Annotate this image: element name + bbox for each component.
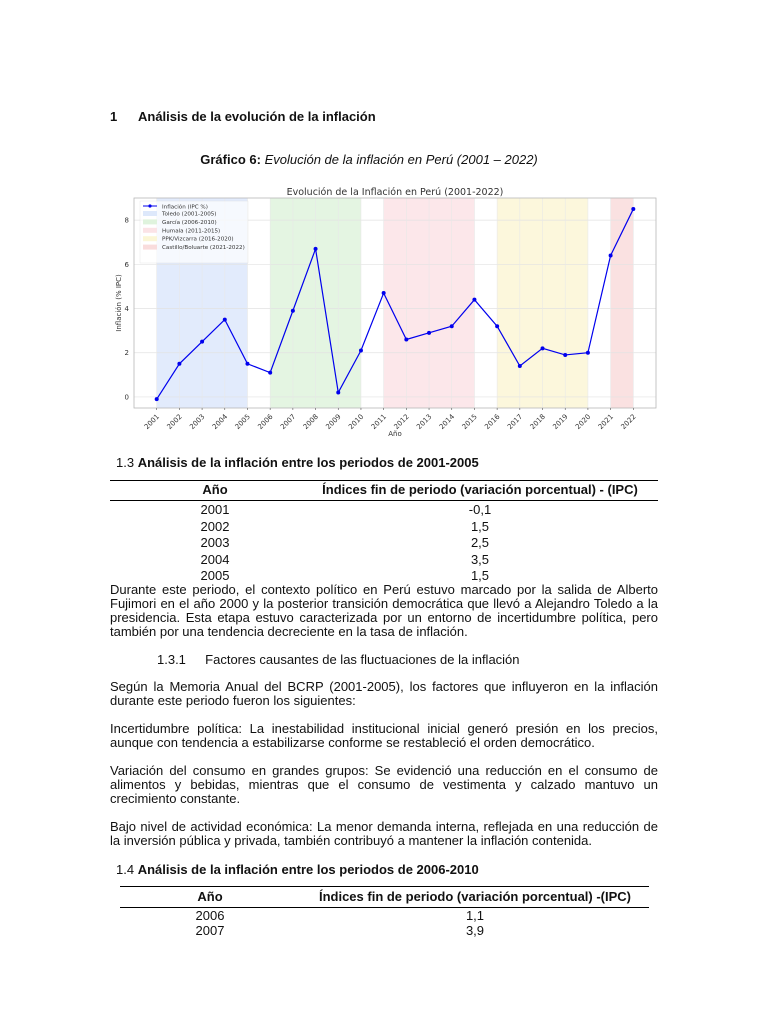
x-tick-label: 2019	[551, 412, 570, 432]
figure-caption	[0, 152, 738, 167]
table-row	[110, 551, 658, 568]
x-tick-label: 2007	[279, 412, 298, 432]
chart-title: Evolución de la Inflación en Perú (2001-2022)	[286, 187, 504, 198]
data-point	[609, 253, 613, 257]
y-tick-label: 2	[124, 349, 129, 358]
section-number: 1.4	[116, 862, 135, 877]
x-tick-label: 2016	[483, 412, 502, 432]
x-tick-label: 2008	[301, 412, 320, 432]
period-band	[611, 198, 634, 408]
data-point	[382, 291, 386, 295]
paragraph-variacion-consumo: Variación del consumo en grandes grupos: Se evidenció una reducción en el consumo de alimentos y bebidas, mientras que el consumo de vestimenta y calzado mantuvo un crecimiento constante.	[110, 763, 658, 806]
data-point	[518, 364, 522, 368]
legend-swatch	[143, 219, 157, 224]
legend-label: Castillo/Boluarte (2021-2022)	[162, 245, 245, 252]
inflation-line-chart	[112, 178, 660, 442]
legend-label: García (2006-2010)	[162, 219, 217, 226]
x-tick-label: 2022	[619, 412, 638, 432]
cell-value: 3,9	[465, 922, 485, 938]
column-header-year: Año	[202, 482, 228, 497]
table-top-rule	[120, 886, 649, 887]
cell-year: 2003	[200, 535, 230, 551]
legend-marker	[148, 204, 151, 207]
data-point	[336, 391, 340, 395]
section-1-4-heading	[116, 862, 479, 877]
paragraph-incertidumbre-politica: Incertidumbre política: La inestabilidad institucional inicial generó presión en los precios, aunque con tendencia a estabilizarse conforme se restableció el orden democrático.	[110, 721, 658, 750]
x-tick-label: 2002	[165, 412, 184, 432]
data-point	[200, 340, 204, 344]
column-header-index: Índices fin de periodo (variación porcentual) - (IPC)	[322, 482, 638, 497]
x-tick-label: 2009	[324, 412, 343, 432]
table-row	[110, 501, 658, 518]
legend-swatch	[143, 245, 157, 250]
cell-year: 2007	[195, 922, 225, 938]
paragraph-context-2001-2005: Durante este periodo, el contexto político en Perú estuvo marcado por la salida de Alberto Fujimori en el año 2000 y la posterior transición democrática que llevó a Alejandro Toledo a la presidencia. Esta etapa estuvo caracterizada por un entorno de incertidumbre política, pero también por una tendencia decreciente en la tasa de inflación.	[110, 582, 658, 639]
section-heading	[110, 109, 376, 124]
y-tick-label: 0	[124, 393, 129, 402]
chart-legend	[140, 201, 248, 263]
data-point	[359, 349, 363, 353]
x-tick-label: 2018	[528, 412, 547, 432]
table-header-row	[120, 888, 649, 905]
data-point	[495, 324, 499, 328]
cell-year: 2001	[200, 502, 230, 517]
legend-label: PPK/Vizcarra (2016-2020)	[162, 236, 234, 243]
data-point	[268, 371, 272, 375]
x-tick-label: 2021	[596, 412, 616, 432]
x-tick-label: 2017	[505, 412, 525, 432]
data-point	[427, 331, 431, 335]
y-tick-label: 6	[124, 260, 129, 269]
data-point	[541, 346, 545, 350]
y-axis-label: Inflación (% IPC)	[115, 274, 123, 332]
y-tick-label: 8	[124, 216, 129, 225]
x-tick-label: 2011	[369, 412, 389, 432]
heading-number: 1	[110, 109, 118, 124]
x-tick-label: 2004	[210, 412, 230, 432]
paragraph-actividad-economica: Bajo nivel de actividad económica: La menor demanda interna, reflejada en una reducción de la inversión pública y privada, también contribuyó a mantener la inflación contenida.	[110, 819, 658, 848]
cell-value: 3,5	[470, 551, 490, 567]
table-row	[110, 518, 658, 535]
cell-value: -0,1	[468, 502, 492, 517]
table-row	[120, 922, 649, 937]
column-header-index: Índices fin de periodo (variación porcentual) -(IPC)	[318, 889, 632, 904]
data-point	[291, 309, 295, 313]
data-point	[404, 337, 408, 341]
cell-value: 1,5	[470, 568, 490, 584]
data-point	[563, 353, 567, 357]
data-point	[155, 397, 159, 401]
table-row	[120, 907, 649, 922]
data-point	[586, 351, 590, 355]
cell-value: 1,1	[465, 908, 485, 923]
section-number: 1.3	[116, 455, 135, 470]
cell-value: 1,5	[470, 518, 490, 534]
x-tick-label: 2020	[574, 412, 593, 432]
section-1-3-heading	[116, 455, 479, 470]
legend-label: Toledo (2001-2005)	[162, 211, 217, 218]
data-point	[631, 207, 635, 211]
legend-swatch	[143, 211, 157, 216]
x-tick-label: 2013	[415, 412, 434, 432]
x-tick-label: 2014	[437, 412, 457, 432]
legend-swatch	[143, 228, 157, 233]
section-title: Análisis de la inflación entre los periodos de 2006-2010	[137, 862, 479, 877]
data-point	[472, 298, 476, 302]
cell-year: 2004	[200, 551, 230, 567]
legend-label: Inflación (IPC %)	[162, 204, 208, 211]
data-point	[450, 324, 454, 328]
legend-swatch	[143, 236, 157, 241]
y-tick-label: 4	[124, 305, 129, 314]
subsection-number: 1.3.1	[157, 652, 186, 667]
column-header-year: Año	[197, 889, 223, 904]
x-axis-label: Año	[388, 430, 402, 438]
caption-label: Gráfico 6:	[200, 152, 261, 167]
legend-label: Humala (2011-2015)	[162, 228, 221, 235]
data-point	[177, 362, 181, 366]
x-tick-label: 2012	[392, 412, 411, 432]
cell-year: 2002	[200, 518, 230, 534]
heading-title: Análisis de la evolución de la inflación	[138, 109, 376, 124]
x-tick-label: 2003	[188, 412, 207, 432]
table-header-row	[110, 481, 658, 498]
table-row	[110, 534, 658, 551]
x-tick-label: 2006	[256, 412, 275, 432]
data-point	[314, 247, 318, 251]
paragraph-bcrp-memoria: Según la Memoria Anual del BCRP (2001-2005), los factores que influyeron en la inflación durante este periodo fueron los siguientes:	[110, 679, 658, 708]
cell-year: 2005	[200, 568, 230, 584]
data-point	[245, 362, 249, 366]
cell-year: 2006	[195, 908, 225, 923]
data-point	[223, 318, 227, 322]
x-tick-label: 2015	[460, 412, 479, 432]
cell-value: 2,5	[470, 535, 490, 551]
x-tick-label: 2001	[142, 412, 162, 432]
caption-title: Evolución de la inflación en Perú (2001 – 2022)	[264, 152, 538, 167]
x-tick-label: 2010	[347, 412, 366, 432]
subsection-title: Factores causantes de las fluctuaciones de la inflación	[205, 652, 520, 667]
subsection-1-3-1-heading	[157, 652, 520, 667]
x-tick-label: 2005	[233, 412, 252, 432]
section-title: Análisis de la inflación entre los periodos de 2001-2005	[137, 455, 479, 470]
